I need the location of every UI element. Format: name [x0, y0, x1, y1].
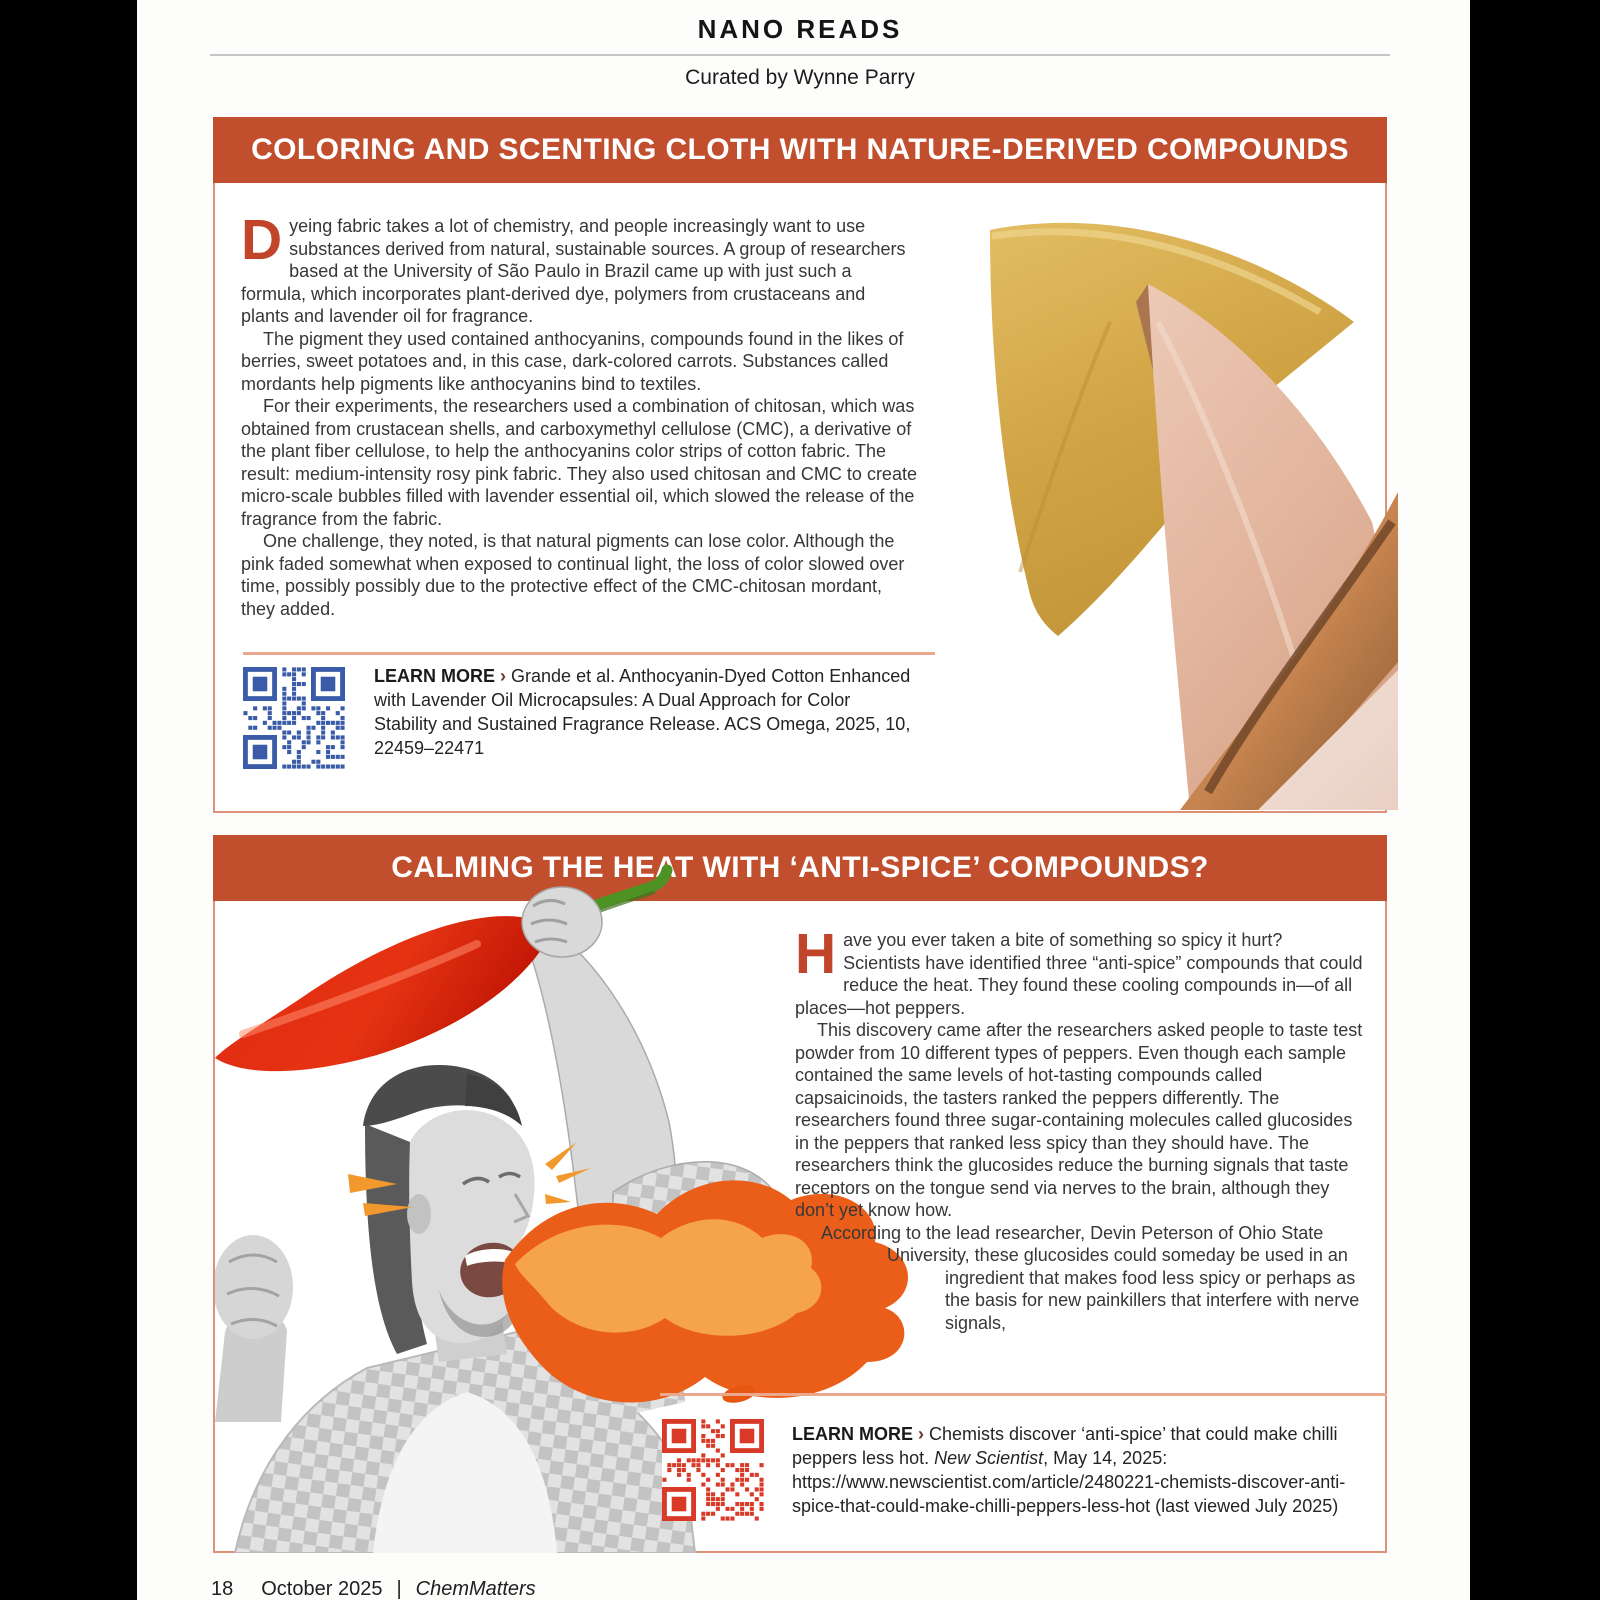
article-card-anti-spice: [213, 835, 1387, 1553]
citation-text: Grande et al. Anthocyanin-Dyed Cotton Enhanced with Lavender Oil Microcapsules: A Dual Approach for Color Stability and Sustained Fragrance Release. ACS Omega, 2025, 10, 22459–22471: [374, 666, 911, 758]
citation-tail: , May 14, 2025: https://www.newscientist.com/article/2480221-chemists-discover-anti-spice-that-could-make-chilli-peppers-less-hot (last viewed July 2025): [792, 1448, 1346, 1516]
body-paragraph: According to the lead researcher, Devin Peterson of Ohio State University, these glucosides could someday be used in an ingredient that makes food less spicy or perhaps as the basis for new painkillers that interfere with nerve signals,: [795, 1222, 1363, 1335]
body-paragraph: One challenge, they noted, is that natural pigments can lose color. Although the pink faded somewhat when exposed to continual light, the loss of color slowed over time, possibly possibly due to the protective effect of the CMC-chitosan mordant, they added.: [241, 531, 905, 619]
learn-more-rule: [243, 652, 935, 655]
learn-more-citation: [792, 1422, 1388, 1518]
qr-code-blue: [243, 667, 345, 769]
lead-paragraph: Have you ever taken a bite of something so spicy it hurt? Scientists have identified three “anti-spice” compounds that could reduce the heat. They found these cooling compounds in—of all places—hot peppers.: [795, 922, 1363, 1018]
magazine-name: ChemMatters: [415, 1578, 536, 1600]
curated-byline: Curated by Wynne Parry: [685, 66, 915, 89]
article-body: [795, 922, 1363, 1344]
gripping-fist: [522, 887, 602, 957]
drop-cap: D: [241, 208, 283, 272]
issue-date: October 2025: [261, 1578, 383, 1600]
chili-pepper: [215, 916, 546, 1071]
masthead-title: NANO READS: [697, 14, 903, 44]
chevron-right-icon: ›: [918, 1424, 925, 1444]
citation-text: Chemists discover ‘anti-spice’ that could make chilli peppers less hot.: [792, 1424, 1338, 1468]
citation-italic: New Scientist: [934, 1448, 1044, 1468]
learn-more-rule: [660, 1393, 1387, 1396]
article-card-coloring-cloth: [213, 117, 1387, 813]
learn-more-citation: [374, 664, 914, 760]
body-paragraph: The pigment they used contained anthocyanins, compounds found in the likes of berries, sweet potatoes and, in this case, dark-colored carrots. Substances called mordants help pigments like anthocyanins bind to textiles.: [241, 328, 904, 394]
page-footer: [211, 1578, 536, 1600]
screaming-man-head: [363, 1065, 535, 1362]
article-title: CALMING THE HEAT WITH ‘ANTI-SPICE’ COMPOUNDS?: [391, 851, 1209, 884]
masthead-rule: [210, 54, 1390, 56]
learn-more-label: LEARN MORE: [374, 666, 495, 686]
chevron-right-icon: ›: [500, 666, 507, 686]
body-paragraph: This discovery came after the researchers asked people to taste test powder from 10 different types of peppers. Even though each sample contained the same levels of hot-tasting compounds called capsaicinoids, the tasters ranked the peppers differently. The researchers found three sugar-containing molecules called glucosides in the peppers that ranked less spicy than they should have. The researchers think the glucosides reduce the burning signals that taste receptors on the tongue send via nerves to the brain, although they don’t yet know how.: [795, 1020, 1363, 1220]
learn-more-label: LEARN MORE: [792, 1424, 913, 1444]
page-number: 18: [211, 1578, 234, 1600]
drop-cap: H: [795, 922, 837, 986]
dyed-fabric-photo: [940, 192, 1398, 810]
article-title: COLORING AND SCENTING CLOTH WITH NATURE-DERIVED COMPOUNDS: [251, 133, 1349, 166]
raised-left-fist: [215, 1235, 293, 1422]
article-body: [241, 208, 917, 620]
lead-paragraph: Dyeing fabric takes a lot of chemistry, and people increasingly want to use substances derived from natural, sustainable sources. A group of researchers based at the University of São Paulo in Brazil came up with just such a formula, which incorporates plant-derived dye, polymers from crustaceans and plants and lavender oil for fragrance.: [241, 208, 906, 326]
article-banner: [213, 117, 1387, 183]
body-paragraph: For their experiments, the researchers used a combination of chitosan, which was obtained from crustacean shells, and carboxymethyl cellulose (CMC), a derivative of the plant fiber cellulose, to help the anthocyanins color strips of cotton fabric. The result: medium-intensity rosy pink fabric. They also used chitosan and CMC to create micro-scale bubbles filled with lavender essential oil, which slowed the release of the fragrance from the fabric.: [241, 396, 917, 529]
page: [137, 0, 1470, 1600]
qr-code-red: [662, 1419, 764, 1521]
footer-divider: |: [396, 1578, 402, 1600]
